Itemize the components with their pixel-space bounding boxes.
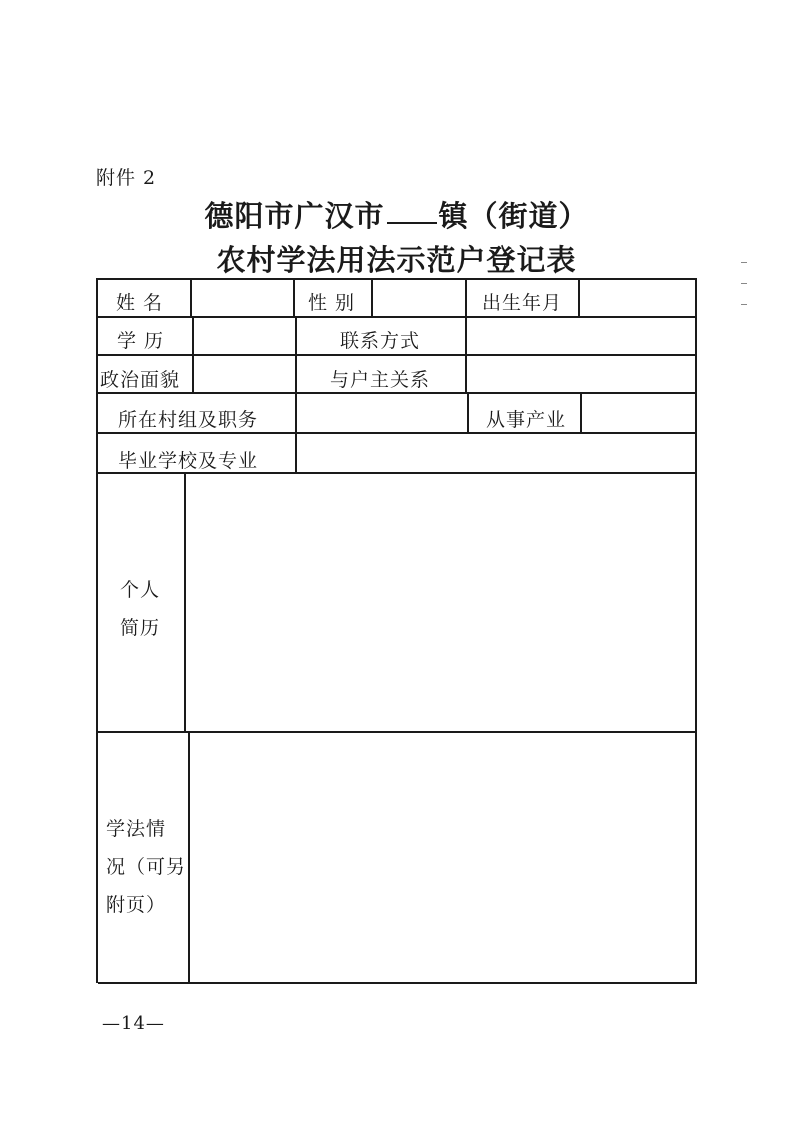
resume-label-line: 个人 xyxy=(120,579,161,601)
education-field[interactable] xyxy=(194,318,294,353)
law-study-label-line: 附页） xyxy=(106,894,167,916)
col-divider xyxy=(467,392,469,433)
col-divider xyxy=(293,278,295,317)
gender-label: 性 别 xyxy=(308,292,356,314)
law-study-label-line: 况（可另 xyxy=(106,856,187,878)
scan-mark xyxy=(741,283,747,284)
scan-mark xyxy=(741,304,747,305)
annex-label: 附件 2 xyxy=(96,167,157,189)
law-study-field[interactable] xyxy=(190,733,694,981)
resume-label xyxy=(120,571,160,647)
birth-date-field[interactable] xyxy=(580,280,694,315)
table-border-left xyxy=(96,278,98,983)
table-border-right xyxy=(695,278,697,983)
gender-field[interactable] xyxy=(373,280,464,315)
household-relation-label: 与户主关系 xyxy=(330,369,431,391)
village-position-field[interactable] xyxy=(297,394,466,431)
resume-label-line: 简历 xyxy=(120,617,161,639)
birth-date-label: 出生年月 xyxy=(482,292,563,314)
form-title-line-1 xyxy=(0,194,793,235)
form-title-line-2: 农村学法用法示范户登记表 xyxy=(216,243,577,277)
education-label: 学 历 xyxy=(117,330,165,352)
contact-label: 联系方式 xyxy=(340,330,421,352)
law-study-label-line: 学法情 xyxy=(106,818,167,840)
industry-field[interactable] xyxy=(582,394,694,431)
col-divider xyxy=(295,316,297,393)
industry-label: 从事产业 xyxy=(486,409,567,431)
col-divider xyxy=(465,278,467,317)
title-prefix: 德阳市广汉市 xyxy=(204,199,385,233)
school-major-label: 毕业学校及专业 xyxy=(118,450,259,472)
page-number: —14— xyxy=(102,1013,165,1034)
resume-field[interactable] xyxy=(186,474,694,730)
political-status-field[interactable] xyxy=(194,356,294,391)
village-position-label: 所在村组及职务 xyxy=(118,409,259,431)
name-field[interactable] xyxy=(192,280,292,315)
title-suffix: 镇（街道） xyxy=(438,199,589,233)
household-relation-field[interactable] xyxy=(467,356,694,391)
school-major-field[interactable] xyxy=(297,434,694,471)
law-study-label xyxy=(106,810,186,924)
political-status-label: 政治面貌 xyxy=(100,369,181,391)
town-name-blank[interactable] xyxy=(387,221,437,224)
contact-field[interactable] xyxy=(467,318,694,353)
name-label: 姓 名 xyxy=(116,292,164,314)
scan-mark xyxy=(741,262,747,263)
